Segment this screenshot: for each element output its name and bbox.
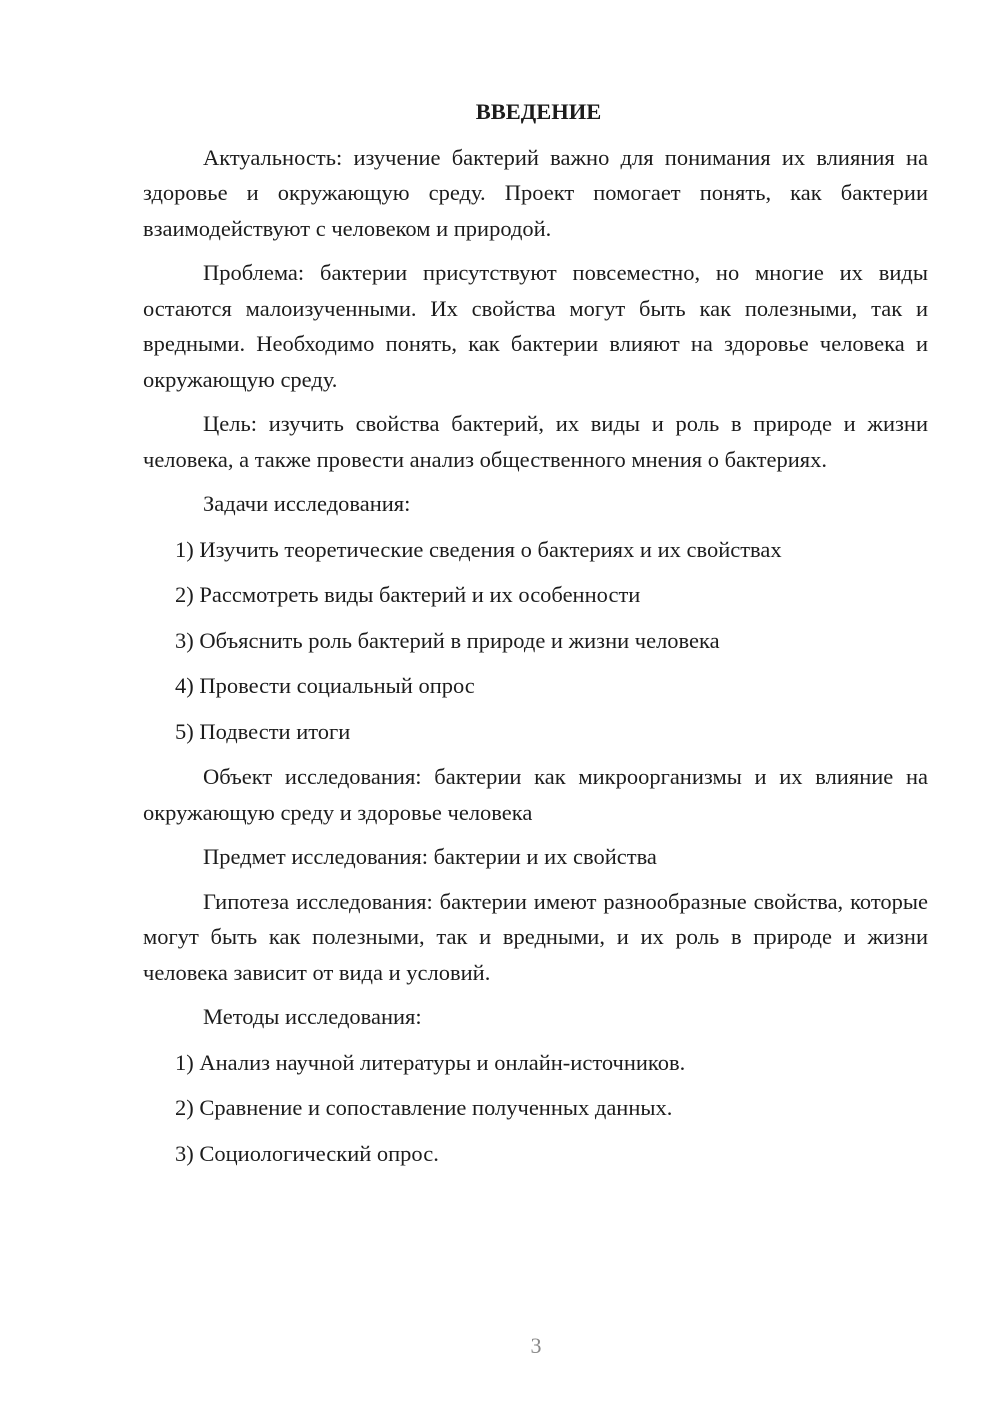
task-item: 2) Рассмотреть виды бактерий и их особенности	[175, 582, 641, 607]
method-item: 3) Социологический опрос.	[175, 1140, 439, 1166]
object-paragraph: Объект исследования: бактерии как микроорганизмы и их влияние на окружающую среду и здоровье человека	[143, 764, 928, 825]
page-content	[143, 94, 928, 1181]
relevance-paragraph: Актуальность: изучение бактерий важно для понимания их влияния на здоровье и окружающую среду. Проект помогает понять, как бактерии взаимодействуют с человеком и природой.	[143, 144, 928, 241]
page-title: ВВЕДЕНИЕ	[475, 99, 602, 124]
methods-list	[143, 1045, 928, 1172]
problem-paragraph: Проблема: бактерии присутствуют повсеместно, но многие их виды остаются малоизученными. Их свойства могут быть как полезными, так и вредными. Необходимо понять, как бактерии влияют на здоровье человека и окружающую среду.	[143, 260, 928, 392]
method-item: 1) Анализ научной литературы и онлайн-источников.	[175, 1049, 686, 1075]
subject-paragraph: Предмет исследования: бактерии и их свойства	[203, 844, 657, 869]
method-item: 2) Сравнение и сопоставление полученных данных.	[175, 1095, 673, 1120]
hypothesis-paragraph: Гипотеза исследования: бактерии имеют разнообразные свойства, которые могут быть как полезными, так и вредными, и их роль в природе и жизни человека зависит от вида и условий.	[143, 888, 928, 985]
task-item: 1) Изучить теоретические сведения о бактериях и их свойствах	[175, 536, 782, 562]
task-item: 3) Объяснить роль бактерий в природе и жизни человека	[175, 627, 720, 653]
task-item: 5) Подвести итоги	[175, 718, 351, 744]
tasks-heading: Задачи исследования:	[203, 491, 411, 516]
page-number: 3	[530, 1333, 542, 1358]
tasks-list	[143, 532, 928, 750]
methods-heading: Методы исследования:	[203, 1004, 422, 1029]
goal-paragraph: Цель: изучить свойства бактерий, их виды и роль в природе и жизни человека, а также провести анализ общественного мнения о бактериях.	[143, 411, 928, 472]
task-item: 4) Провести социальный опрос	[175, 673, 475, 698]
